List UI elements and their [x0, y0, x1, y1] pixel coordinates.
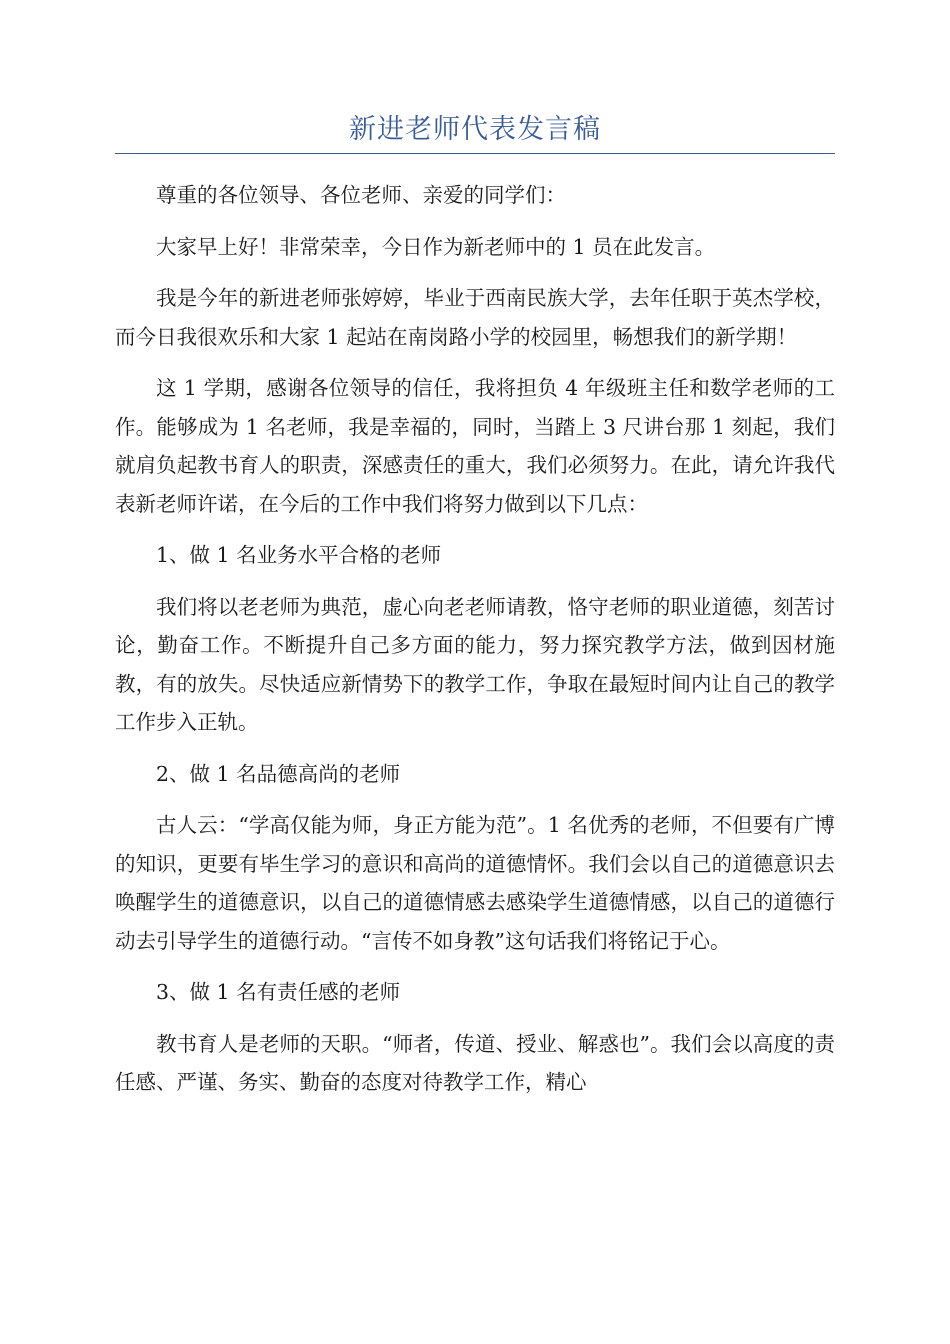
document-title: 新进老师代表发言稿: [349, 114, 601, 145]
paragraph-salutation: 尊重的各位领导、各位老师、亲爱的同学们：: [156, 183, 566, 207]
document-body: [115, 176, 835, 1115]
section-heading-1: 1、做 1 名业务水平合格的老师: [156, 543, 442, 567]
paragraph-introduction: 我是今年的新进老师张婷婷，毕业于西南民族大学，去年任职于英杰学校，而今日我很欢乐和大家 1 起站在南岗路小学的校园里，畅想我们的新学期！: [115, 286, 835, 349]
paragraph-section-2: 古人云：“学高仅能为师，身正方能为范”。1 名优秀的老师，不但要有广博的知识，更要有毕生学习的意识和高尚的道德情怀。我们会以自己的道德意识去唤醒学生的道德意识，以自己的道德情感去感染学生道德情感，以自己的道德行动去引导学生的道德行动。“言传不如身教”这句话我们将铭记于心。: [115, 813, 835, 953]
paragraph-section-3: 教书育人是老师的天职。“师者，传道、授业、解惑也”。我们会以高度的责任感、严谨、务实、勤奋的态度对待教学工作，精心: [115, 1031, 835, 1094]
section-heading-3: 3、做 1 名有责任感的老师: [156, 980, 401, 1004]
section-heading-2: 2、做 1 名品德高尚的老师: [156, 761, 401, 786]
paragraph-commitment: 这 1 学期，感谢各位领导的信任，我将担负 4 年级班主任和数学老师的工作。能够成为 1 名老师，我是幸福的，同时，当踏上 3 尺讲台那 1 刻起，我们就肩负起教书育人的职责，深感责任的重大，我们必须努力。在此，请允许我代表新老师许诺，在今后的工作中我们将努力做到以下几点：: [115, 376, 835, 516]
paragraph-section-1: 我们将以老老师为典范，虚心向老老师请教，恪守老师的职业道德，刻苦讨论，勤奋工作。不断提升自己多方面的能力，努力探究教学方法，做到因材施教，有的放失。尽快适应新情势下的教学工作，争取在最短时间内让自己的教学工作步入正轨。: [115, 594, 835, 734]
title-underline: [115, 153, 835, 154]
paragraph-greeting: 大家早上好！非常荣幸，今日作为新老师中的 1 员在此发言。: [156, 234, 716, 259]
